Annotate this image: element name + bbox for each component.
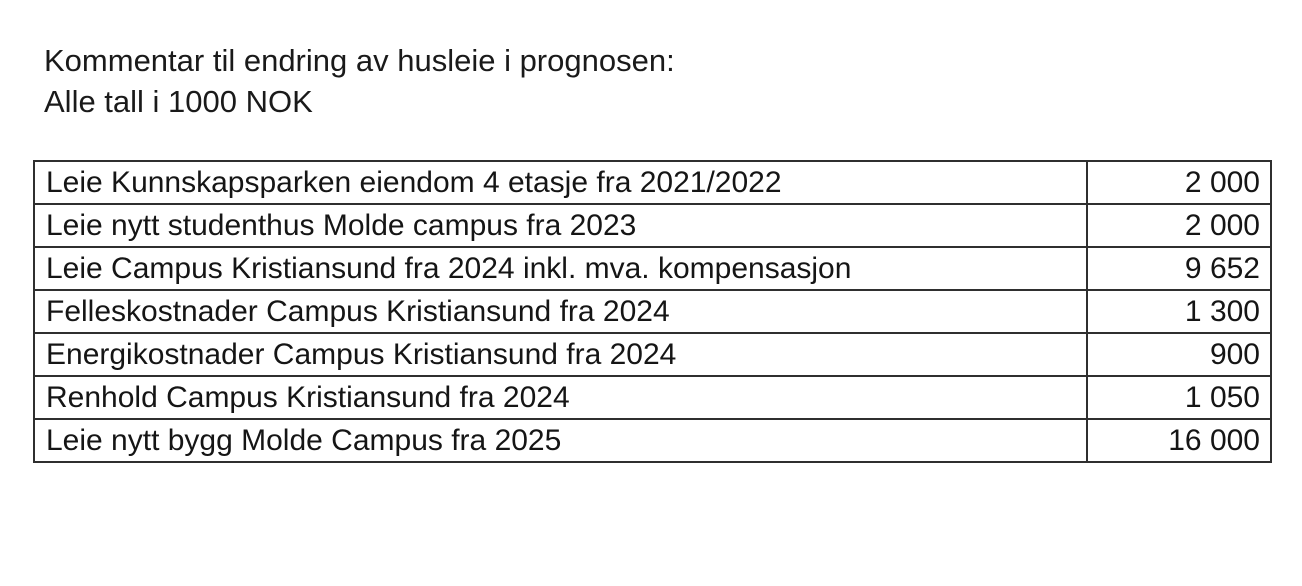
table-row [34,333,1271,376]
row-label: Leie Campus Kristiansund fra 2024 inkl. mva. kompensasjon [34,247,1087,290]
header-title: Kommentar til endring av husleie i prognosen: [44,43,675,78]
row-label: Felleskostnader Campus Kristiansund fra 2024 [34,290,1087,333]
row-label: Leie nytt studenthus Molde campus fra 2023 [34,204,1087,247]
table-row [34,161,1271,204]
row-label: Leie Kunnskapsparken eiendom 4 etasje fra 2021/2022 [34,161,1087,204]
row-value: 16 000 [1087,419,1271,462]
table-row [34,290,1271,333]
row-label: Energikostnader Campus Kristiansund fra 2024 [34,333,1087,376]
row-value: 2 000 [1087,161,1271,204]
row-value: 9 652 [1087,247,1271,290]
row-value: 900 [1087,333,1271,376]
table-body [34,161,1271,462]
husleie-endring-table [33,160,1272,463]
table-row [34,247,1271,290]
row-value: 2 000 [1087,204,1271,247]
document-header [44,40,675,122]
row-label: Renhold Campus Kristiansund fra 2024 [34,376,1087,419]
table-row [34,419,1271,462]
row-value: 1 050 [1087,376,1271,419]
row-value: 1 300 [1087,290,1271,333]
table-row [34,376,1271,419]
header-units-note: Alle tall i 1000 NOK [44,84,313,119]
row-label: Leie nytt bygg Molde Campus fra 2025 [34,419,1087,462]
table-row [34,204,1271,247]
